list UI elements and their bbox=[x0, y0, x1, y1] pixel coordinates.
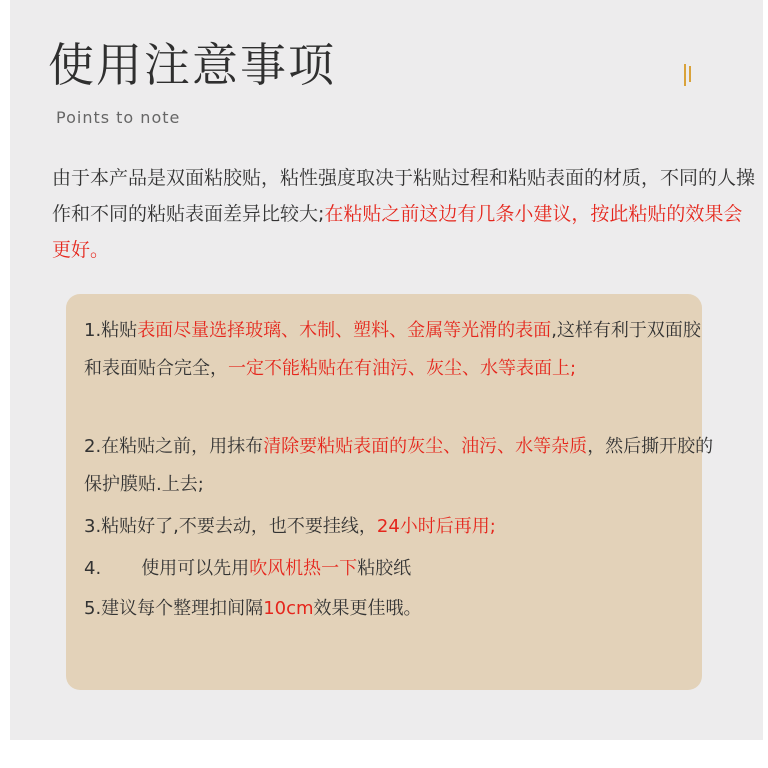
tip-5-highlight: 10cm bbox=[263, 598, 314, 619]
tip-1-text-b: ,这样有利于双面胶和表面贴合完全， bbox=[84, 320, 701, 379]
tip-1-text-a: 1.粘贴 bbox=[84, 320, 138, 341]
intro-text: 由于本产品是双面粘胶贴，粘性强度取决于粘贴过程和粘贴表面的材质，不同的人操作和不同的粘贴表面差异比较大; bbox=[52, 167, 756, 225]
tip-item-5 bbox=[84, 590, 714, 628]
tip-2-text-a: 2.在粘贴之前，用抹布 bbox=[84, 436, 264, 457]
tip-3-text: 3.粘贴好了,不要去动，也不要挂线， bbox=[84, 516, 377, 537]
intro-highlight: 在粘贴之前这边有几条小建议，按此粘贴的效果会更好。 bbox=[52, 203, 743, 261]
tip-4-text-a: 使用可以先用 bbox=[141, 558, 250, 579]
tip-3-highlight: 24小时后再用; bbox=[376, 516, 496, 537]
page-subtitle: Points to note bbox=[56, 108, 181, 127]
tip-item-4 bbox=[84, 550, 714, 588]
tip-5-text-b: 效果更佳哦。 bbox=[313, 598, 422, 619]
tip-item-3 bbox=[84, 508, 714, 546]
tip-2-text-b: ，然后撕开胶的保护膜贴.上去; bbox=[84, 436, 714, 495]
tip-1-highlight-a: 表面尽量选择玻璃、木制、塑料、金属等光滑的表面 bbox=[137, 320, 552, 341]
tip-4-highlight: 吹风机热一下 bbox=[249, 558, 358, 579]
decorative-bars-icon bbox=[684, 64, 696, 86]
tip-4-number: 4. bbox=[84, 558, 102, 579]
tip-4-text-b: 粘胶纸 bbox=[357, 558, 412, 579]
tip-2-highlight: 清除要粘贴表面的灰尘、油污、水等杂质 bbox=[263, 436, 588, 457]
intro-paragraph bbox=[52, 160, 757, 268]
tip-5-text-a: 5.建议每个整理扣间隔 bbox=[84, 598, 264, 619]
page-title: 使用注意事项 bbox=[48, 38, 336, 92]
tip-item-2 bbox=[84, 428, 714, 504]
tip-item-1 bbox=[84, 312, 714, 388]
tip-1-highlight-b: 一定不能粘贴在有油污、灰尘、水等表面上; bbox=[228, 358, 577, 379]
